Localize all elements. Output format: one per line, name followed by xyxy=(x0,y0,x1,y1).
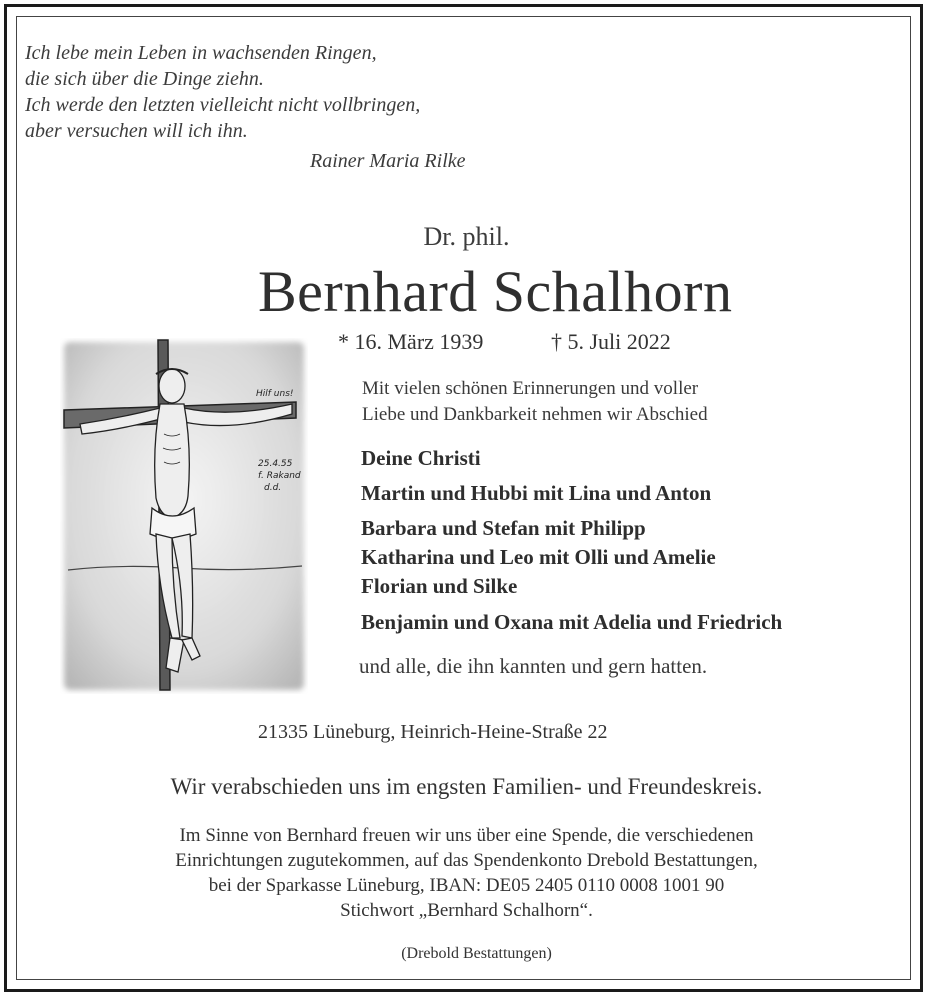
poem-line: die sich über die Dinge ziehn. xyxy=(25,68,264,90)
drawing-note: d.d. xyxy=(264,483,282,493)
poem-line: Ich werde den letzten vielleicht nicht vollbringen, xyxy=(25,94,421,116)
family-member: Martin und Hubbi mit Lina und Anton xyxy=(361,481,712,505)
donation-line: Im Sinne von Bernhard freuen wir uns über eine Spende, die verschiedenen xyxy=(179,825,754,846)
death-date: † 5. Juli 2022 xyxy=(551,329,671,354)
intro-text xyxy=(362,376,708,428)
donation-line: Stichwort „Bernhard Schalhorn“. xyxy=(340,900,593,921)
farewell-notice: Wir verabschieden uns im engsten Familien- und Freundeskreis. xyxy=(170,774,763,799)
intro-line: Mit vielen schönen Erinnerungen und voller xyxy=(362,378,699,399)
donation-notice xyxy=(0,823,933,923)
family-member: Florian und Silke xyxy=(361,574,518,598)
birth-date: * 16. März 1939 xyxy=(338,329,484,354)
family-member: Benjamin und Oxana mit Adelia und Friedrich xyxy=(361,610,783,634)
donation-line: bei der Sparkasse Lüneburg, IBAN: DE05 2405 0110 0008 1001 90 xyxy=(208,875,725,896)
deceased-name: Bernhard Schalhorn xyxy=(258,259,733,324)
poem-line: Ich lebe mein Leben in wachsenden Ringen, xyxy=(25,42,377,64)
family-member: Katharina und Leo mit Olli und Amelie xyxy=(361,545,716,569)
address: 21335 Lüneburg, Heinrich-Heine-Straße 22 xyxy=(258,721,608,743)
family-member: Deine Christi xyxy=(361,446,481,470)
poem xyxy=(25,40,420,144)
intro-line: Liebe und Dankbarkeit nehmen wir Abschied xyxy=(362,404,708,425)
poem-author: Rainer Maria Rilke xyxy=(310,150,466,172)
drawing-note: 25.4.55 xyxy=(258,459,293,469)
family-member: Barbara und Stefan mit Philipp xyxy=(361,516,646,540)
crucifixion-drawing xyxy=(60,338,308,694)
drawing-note: f. Rakand xyxy=(258,471,301,481)
drawing-note: Hilf uns! xyxy=(256,389,294,399)
undertaker: (Drebold Bestattungen) xyxy=(401,945,552,962)
poem-line: aber versuchen will ich ihn. xyxy=(25,120,248,142)
academic-title: Dr. phil. xyxy=(423,222,510,251)
donation-line: Einrichtungen zugutekommen, auf das Spendenkonto Drebold Bestattungen, xyxy=(175,850,758,871)
closing-line: und alle, die ihn kannten und gern hatten. xyxy=(359,654,708,678)
